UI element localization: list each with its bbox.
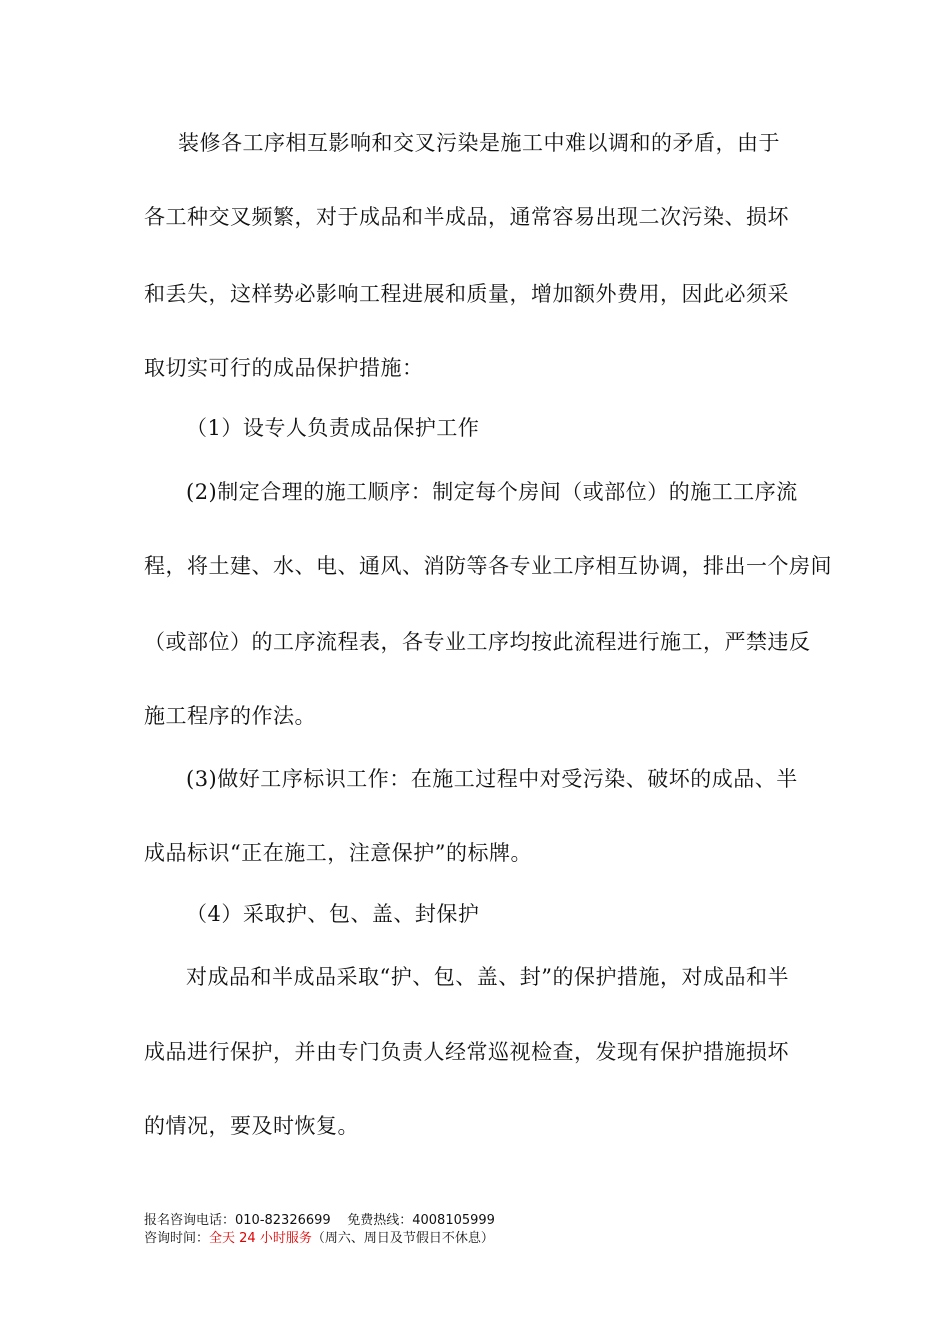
list-item-1: （1）设专人负责成品保护工作	[186, 416, 480, 440]
paragraph-4-line-1: (3)做好工序标识工作：在施工过程中对受污染、破坏的成品、半	[186, 767, 798, 791]
hours-note: （周六、周日及节假日不休息）	[311, 1231, 494, 1246]
paragraph-4-line-2: 成品标识“正在施工，注意保护”的标牌。	[144, 841, 532, 865]
paragraph-3-line-2: 程，将土建、水、电、通风、消防等各专业工序相互协调，排出一个房间	[144, 554, 832, 578]
paragraph-6-line-1: 对成品和半成品采取“护、包、盖、封”的保护措施，对成品和半	[186, 965, 789, 989]
paragraph-1-line-3: 和丢失，这样势必影响工程进展和质量，增加额外费用，因此必须采	[144, 282, 789, 306]
footer-hours-line	[144, 1230, 494, 1248]
paragraph-1-line-1: 装修各工序相互影响和交叉污染是施工中难以调和的矛盾，由于	[178, 131, 780, 155]
paragraph-1-line-4: 取切实可行的成品保护措施：	[144, 356, 424, 380]
list-item-4: （4）采取护、包、盖、封保护	[186, 902, 480, 926]
paragraph-3-line-4: 施工程序的作法。	[144, 704, 316, 728]
paragraph-6-line-3: 的情况，要及时恢复。	[144, 1114, 359, 1138]
paragraph-3-line-1: (2)制定合理的施工顺序：制定每个房间（或部位）的施工工序流	[186, 480, 798, 504]
hotline-number: 4008105999	[412, 1213, 495, 1228]
paragraph-6-line-2: 成品进行保护，并由专门负责人经常巡视检查，发现有保护措施损坏	[144, 1040, 789, 1064]
paragraph-1-line-2: 各工种交叉频繁，对于成品和半成品，通常容易出现二次污染、损坏	[144, 205, 789, 229]
hours-label: 咨询时间：	[144, 1231, 210, 1246]
phone-number: 010-82326699	[235, 1213, 331, 1228]
hours-highlight: 全天 24 小时服务	[209, 1231, 312, 1246]
paragraph-3-line-3: （或部位）的工序流程表，各专业工序均按此流程进行施工，严禁违反	[144, 630, 811, 654]
footer-contact-line	[144, 1212, 495, 1230]
hotline-label: 免费热线：	[347, 1213, 413, 1228]
phone-label: 报名咨询电话：	[144, 1213, 236, 1228]
